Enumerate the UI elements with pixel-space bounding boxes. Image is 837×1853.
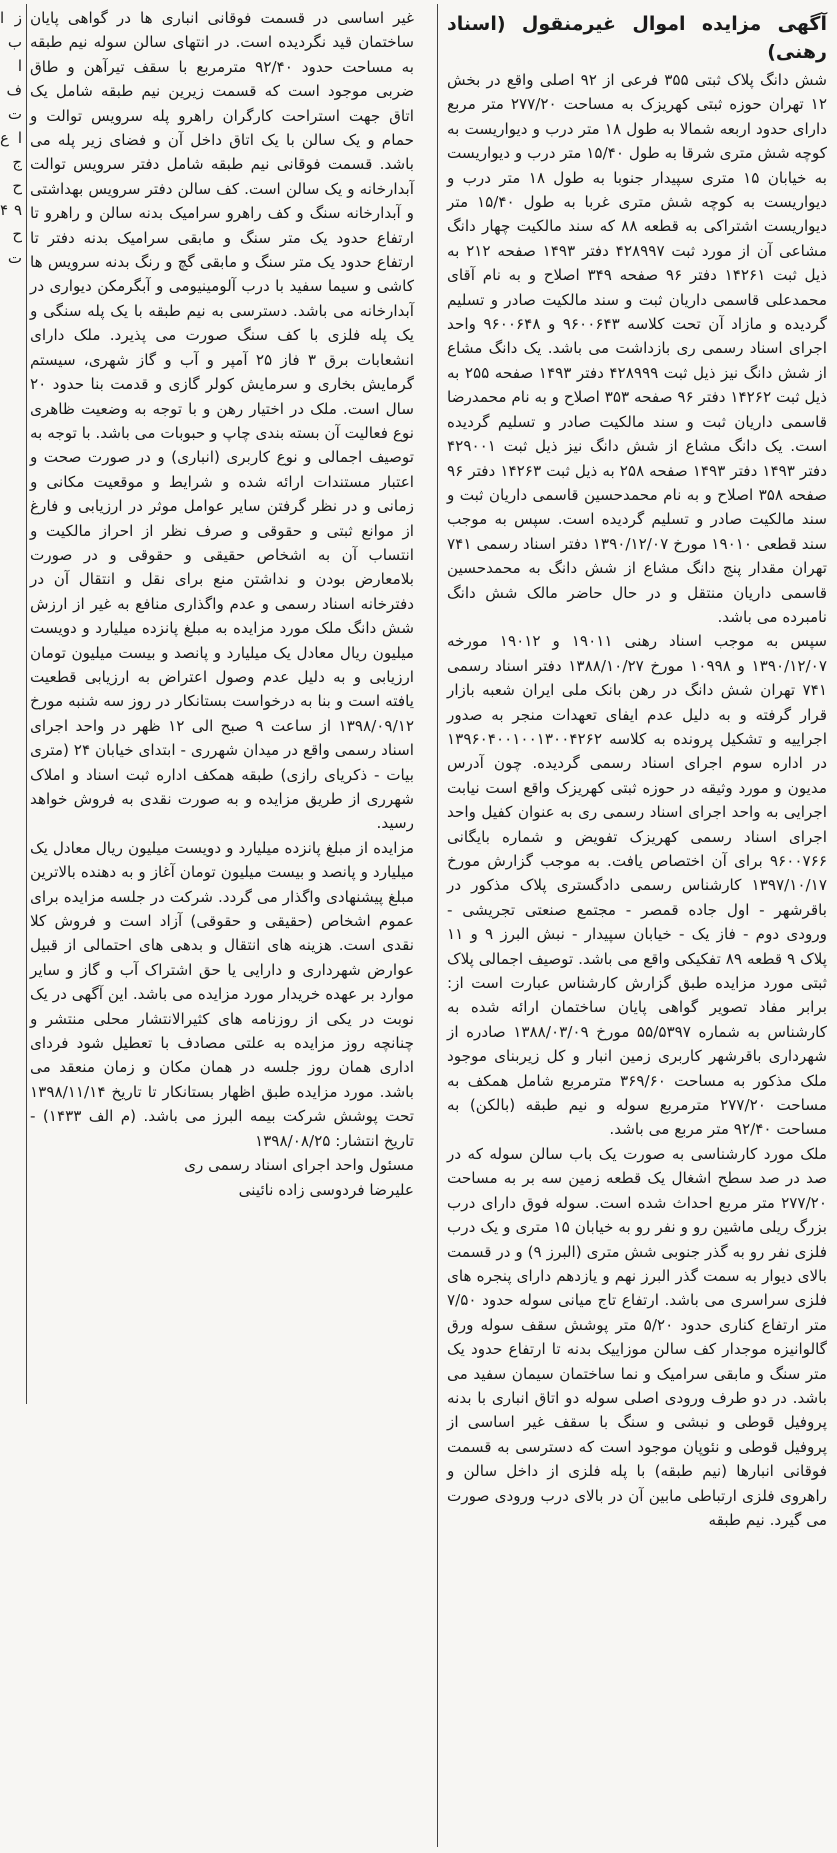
notice-paragraph: سپس به موجب اسناد رهنی ۱۹۰۱۱ و ۱۹۰۱۲ مورخه ۱۳۹۰/۱۲/۰۷ و ۱۰۹۹۸ مورخ ۱۳۸۸/۱۰/۲۷ دفتر اسناد رسمی ۷۴۱ تهران شش دانگ در رهن بانک ملی ایران شعبه بازار قرار گرفته و به دلیل عدم ایفای تعهدات منجر به صدور اجراییه و تشکیل پرونده به کلاسه ۱۳۹۶۰۴۰۰۱۰۰۱۳۰۰۴۲۶۲ در اداره سوم اجرای اسناد رسمی گردیده. چون آدرس مدیون و مورد وثیقه در حوزه ثبتی کهریزک واقع است نیابت اجرایی به واحد اجرای اسناد رسمی ری به عنوان کفیل واحد اجرای اسناد رسمی کهریزک تفویض و شماره بایگانی ۹۶۰۰۷۶۶ برای آن اختصاص یافت. به موجب گزارش مورخ ۱۳۹۷/۱۰/۱۷ کارشناس رسمی دادگستری پلاک مذکور در باقرشهر - اول جاده قمصر - مجتمع صنعتی تجریشی - ورودی دوم - فاز یک - خیابان سپیدار - نبش البرز ۹ و ۱۱ پلاک ۹ قطعه ۸۹ تفکیکی واقع می باشد. توصیف اجمالی پلاک ثبتی مورد مزایده طبق گزارش کارشناس عبارت است از: برابر مفاد تصویر گواهی پایان ساختمان ارائه شده به کارشناس به شماره ۵۵/۵۳۹۷ مورخ ۱۳۸۸/۰۳/۰۹ صادره از شهرداری باقرشهر کاربری زمین انبار و کل زیربنای موجود ملک مذکور به مساحت ۳۶۹/۶۰ مترمربع شامل همکف به مساحت ۲۷۷/۲۰ مترمربع سوله و نیم طبقه (بالکن) به مساحت ۹۲/۴۰ متر مربع می باشد. [447,632,828,1139]
notice-middle-column [30,6,414,1202]
adjacent-article-fragment: ز ا ب ا ف ت ا ع ج ح ۹ ۴ ح ت [0,9,22,267]
notice-right-column [447,10,827,1532]
notice-paragraph: شش دانگ پلاک ثبتی ۳۵۵ فرعی از ۹۲ اصلی واقع در بخش ۱۲ تهران حوزه ثبتی کهریزک به مساحت ۲۷۷/۲۰ متر مربع دارای حدود اربعه شمالا به طول ۱۸ متر درب و دیواریست به کوچه شش متری شرقا به طول ۱۵/۴۰ متر درب و دیواریست به خیابان ۱۵ متری سپیدار جنوبا به طول ۱۸ متر درب و دیواریست به کوچه شش متری غربا به طول ۱۵/۴۰ متر دیواریست اشتراکی به قطعه ۸۸ که سند مالکیت چهار دانگ مشاعی آن از مورد ثبت ۴۲۸۹۹۷ دفتر ۱۴۹۳ صفحه ۲۱۲ به ذیل ثبت ۱۴۲۶۱ دفتر ۹۶ صفحه ۳۴۹ اصلاح و به نام آقای محمدعلی قاسمی داریان ثبت و سند مالکیت صادر و تسلیم گردیده و مازاد آن تحت کلاسه ۹۶۰۰۶۴۳ و ۹۶۰۰۶۴۸ واحد اجرای اسناد رسمی ری بازداشت می باشد. یک دانگ مشاع از شش دانگ نیز ذیل ثبت ۴۲۸۹۹۹ دفتر ۱۴۹۳ صفحه ۲۵۵ به ذیل ثبت ۱۴۲۶۲ دفتر ۹۶ صفحه ۳۵۳ اصلاح و به نام محمدرضا قاسمی داریان ثبت و سند مالکیت صادر و تسلیم گردیده است. یک دانگ مشاع از شش دانگ نیز ذیل ثبت ۴۲۹۰۰۱ دفتر ۱۴۹۳ دفتر ۱۴۹۳ صفحه ۲۵۸ به ذیل ثبت ۱۴۲۶۳ دفتر ۹۶ صفحه ۳۵۸ اصلاح و به نام محمدحسین قاسمی داریان ثبت و سند مالکیت صادر و تسلیم گردیده است. سپس به موجب سند قطعی ۱۹۰۱۰ مورخ ۱۳۹۰/۱۲/۰۷ دفتر اسناد رسمی ۷۴۱ تهران مقدار پنج دانگ مشاع از شش دانگ به محمدحسین قاسمی داریان منتقل و در حال حاضر مالک شش دانگ نامبرده می باشد. [447,71,828,626]
notice-title: آگهی مزایده اموال غیرمنقول (اسناد رهنی) [447,13,827,63]
notice-paragraph: مزایده از مبلغ پانزده میلیارد و دویست میلیون ریال معادل یک میلیارد و پانصد و بیست میلیون تومان آغاز و به دهنده بالاترین مبلغ پیشنهادی واگذار می گردد. شرکت در جلسه مزایده برای عموم اشخاص (حقیقی و حقوقی) آزاد است و فروش کلا نقدی است. هزینه های انتقال و بدهی های احتمالی از قبیل عوارض شهرداری و دارایی یا حق اشتراک آب و گاز و سایر موارد بر عهده خریدار مورد مزایده می باشد. این آگهی در یک نوبت در یکی از روزنامه های کثیرالانتشار محلی منتشر و چنانچه روز مزایده به علتی مصادف با تعطیل شود فردای اداری همان روز جلسه در همان مکان و زمان منعقد می باشد. مورد مزایده طبق اظهار بستانکار تا تاریخ ۱۳۹۸/۱۱/۱۴ تحت پوشش شرکت بیمه البرز می باشد. (م الف ۱۴۳۳) - تاریخ انتشار: ۱۳۹۸/۰۸/۲۵ [30,838,415,1150]
column-divider [26,4,27,1404]
column-divider [437,4,438,1847]
signer-title: مسئول واحد اجرای اسناد رسمی ری [184,1156,414,1175]
notice-paragraph: غیر اساسی در قسمت فوقانی انباری ها در گواهی پایان ساختمان قید نگردیده است. در انتهای سالن سوله نیم طبقه به مساحت حدود ۹۲/۴۰ مترمربع با سقف تیرآهن و طاق ضربی موجود است که قسمت زیرین نیم طبقه شامل یک اتاق جهت استراحت کارگران راهرو پله سرویس توالت و حمام و یک سالن با یک اتاق داخل آن و فضای زیر پله می باشد. قسمت فوقانی نیم طبقه شامل دفتر سرویس توالت آبدارخانه و یک سالن است. کف سالن دفتر سرویس بهداشتی و آبدارخانه سنگ و کف راهرو سرامیک بدنه سالن و راهرو تا ارتفاع حدود یک متر سنگ و مابقی سرامیک بدنه دفتر تا ارتفاع حدود یک متر سنگ و مابقی گچ و رنگ بدنه سرویس ها کاشی و سیما سفید با درب آلومینیومی و آبگرمکن دیواری در آبدارخانه می باشد. دسترسی به نیم طبقه با یک پله سنگی و یک پله فلزی با کف سنگ صورت می پذیرد. ملک دارای انشعابات برق ۳ فاز ۲۵ آمپر و آب و گاز شهری، سیستم گرمایش بخاری و سرمایش کولر گازی و قدمت بنا حدود ۲۰ سال است. ملک در اختیار رهن و با توجه به وضعیت ظاهری نوع فعالیت آن بسته بندی چاپ و حبوبات می باشد. با توجه به توصیف اجمالی و نوع کاربری (انباری) و در صورت صحت و اعتبار مستندات ارائه شده و شرایط و موقعیت مکانی و زمانی و در نظر گرفتن سایر عوامل موثر در ارزیابی و فارغ از موانع ثبتی و حقوقی و صرف نظر از احراز مالکیت و انتساب آن به اشخاص حقیقی و حقوقی و در صورت بلامعارض بودن و نداشتن منع برای نقل و انتقال آن در دفترخانه اسناد رسمی و عدم واگذاری منافع به غیر از ارزش شش دانگ ملک مورد مزایده به مبلغ پانزده میلیارد و دویست میلیون ریال معادل یک میلیارد و پانصد و بیست میلیون تومان ارزیابی و به دلیل عدم وصول اعتراض به ارزیابی قطعیت یافته است و بنا به درخواست بستانکار در روز سه شنبه مورخ ۱۳۹۸/۰۹/۱۲ از ساعت ۹ صبح الی ۱۲ ظهر در واحد اجرای اسناد رسمی واقع در میدان شهرری - ابتدای خیابان ۲۴ (متری بیات - ذکریای رازی) طبقه همکف اداره ثبت اسناد و املاک شهرری از طریق مزایده و به صورت نقدی به فروش خواهد رسید. [30,9,415,833]
signer-name: علیرضا فردوسی زاده نائینی [238,1180,414,1199]
notice-paragraph: ملک مورد کارشناسی به صورت یک باب سالن سوله که در صد در صد سطح اشغال یک قطعه زمین سه بر به مساحت ۲۷۷/۲۰ متر مربع احداث شده است. سوله فوق دارای درب بزرگ ریلی ماشین رو و نفر رو به خیابان ۱۵ متری و یک درب فلزی نفر رو به گذر جنوبی شش متری (البرز ۹) و در قسمت بالای دیوار به سمت گذر البرز نهم و یازدهم دارای پنجره های فلزی سراسری می باشد. ارتفاع تاج میانی سوله حدود ۷/۵۰ متر ارتفاع کناری حدود ۵/۲۰ متر پوشش سقف سوله ورق گالوانیزه موجدار کف سالن موزاییک بدنه تا ارتفاع حدود یک متر سنگ و مابقی سرامیک و نما ساختمان سیمان سفید می باشد. در دو طرف ورودی اصلی سوله دو اتاق انباری با بدنه پروفیل قوطی و نبشی و سنگ با سقف غیر اساسی از پروفیل قوطی و نئوپان موجود است که دسترسی به قسمت فوقانی انبارها (نیم طبقه) با پله فلزی از داخل سالن و راهروی فلزی ارتباطی مابین آن در بالای درب ورودی صورت می گیرد. نیم طبقه [447,1144,828,1529]
